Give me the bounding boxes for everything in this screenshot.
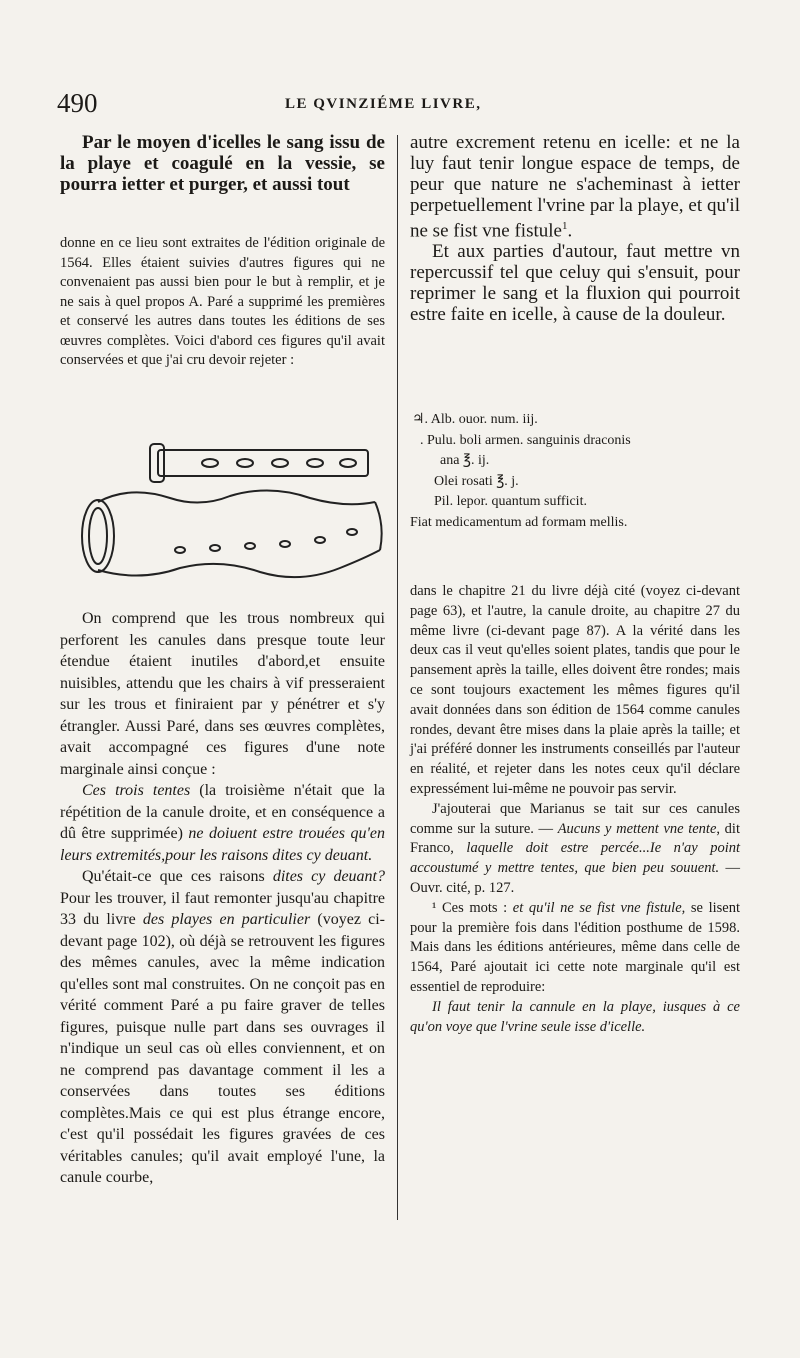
footnote-1: ¹ Ces mots : et qu'il ne se fist vne fistule, se lisent pour la première fois dans l'édition posthume de 1598. Mais dans les éditions antérieures, même dans celle de 1564, Paré ajoutait ici cette note marginale qu'il est essentiel de reproduire: bbox=[410, 899, 741, 995]
right-main-paragraph-1: autre excrement retenu en icelle: et ne la luy faut tenir longue espace de temps, de peur que nature ne s'acheminast à ietter perpetuellement l'vrine par la playe, et qu'il ne se fist vne fistule$^1$. bbox=[410, 132, 740, 242]
straight-cannula-figure bbox=[150, 444, 368, 482]
cannula-figures bbox=[70, 440, 390, 600]
note-quote-marginal: Ces trois tentes (la troisième n'était que la répétition de la canule droite, et en conséquence a dû être supprimée) ne doiuent estre trouées qu'en leurs extremités,pour les raisons dites cy deuant. bbox=[60, 782, 386, 864]
footnote-quote: Il faut tenir la cannule en la playe, iusques à ce qu'on voye que l'vrine seule isse d'icelle. bbox=[410, 998, 740, 1035]
column-divider bbox=[397, 135, 398, 1220]
note-continuation: dans le chapitre 21 du livre déjà cité (voyez ci-devant page 63), et l'autre, la canule droite, au chapitre 27 du même livre (ci-devant page 87). A la vérité dans les deux cas il veut qu'elles soient plates, tandis que pour le pansement après la taille, elles doivent être rondes; mais ce sont toujours exactement les mêmes figures qu'il avait données dans son édition de 1564 comme canules rondes, devant être mises dans la plaie après la taille; et j'ai préféré donner les instruments conseillés par l'auteur en réalité, et rejeter dans les notes ceux qu'il déclare expressément lui-même ne pouvoir pas servir. bbox=[410, 583, 740, 797]
note-paragraph-holes: On comprend que les trous nombreux qui perforent les canules dans presque toute leur étendue étaient inutiles d'abord,et ensuite nuisibles, attendu que les chairs à vif presseraient sur les trous et finiraient par y pénétrer et s'y étrangler. Aussi Paré, dans ses œuvres complètes, avait accompagné ces figures d'une note marginale ainsi conçue : bbox=[60, 610, 385, 778]
note-paragraph-figures: donne en ce lieu sont extraites de l'édition originale de 1564. Elles étaient suivies d'autres figures qui ne convenaient pas aussi bien pour le but à remplir, et je ne sais à quel propos A. Paré a supprimé les premières et conservé les autres dans toutes les éditions de ses œuvres complètes. Voici d'abord ces figures qu'il avait conservées et que j'ai cru devoir rejeter : bbox=[60, 235, 385, 368]
page-number: 490 bbox=[57, 88, 98, 118]
running-title: LE QVINZIÉME LIVRE, bbox=[285, 96, 482, 112]
recipe-line: Pil. lepor. quantum sufficit. bbox=[434, 494, 587, 509]
recipe-line: Fiat medicamentum ad formam mellis. bbox=[410, 514, 628, 530]
right-note-text bbox=[410, 582, 740, 1037]
left-main-text bbox=[60, 132, 385, 195]
recipe-line: . Pulu. boli armen. sanguinis draconis bbox=[420, 432, 631, 448]
note-paragraph-reasons: Qu'était-ce que ces raisons dites cy deuant? Pour les trouver, il faut remonter jusqu'au chapitre 33 du livre des playes en particulier (voyez ci-devant page 102), où déjà se retrouvent les figures des mêmes canules, avec la même indication qu'elles sont mal construites. On ne conçoit pas en vérité comment Paré a pu faire graver de telles figures, puisque nulle part dans ses ouvrages il n'indique un seul cas où elles conviennent, et on ne comprend pas davantage comment il les a conservées dans toutes ses éditions complètes.Mais ce qui est plus étrange encore, c'est qu'il possédait les figures gravées de ces véritables canules; qu'il avait employé l'une, la canule courbe, bbox=[60, 868, 385, 1186]
right-main-text bbox=[410, 132, 740, 325]
recipe-block bbox=[410, 410, 740, 533]
left-main-paragraph: Par le moyen d'icelles le sang issu de la playe et coagulé en la vessie, se pourra ietter et purger, et aussi tout bbox=[60, 132, 385, 195]
recipe-line: Olei rosati ℥. j. bbox=[434, 473, 519, 489]
note-marianus: J'ajouterai que Marianus se tait sur ces canules comme sur la suture. — Aucuns y mettent vne tente, dit Franco, laquelle doit estre percée...Ie n'ay point accoustumé y mettre tentes, que bien peu souuent. — Ouvr. cité, p. 127. bbox=[410, 800, 741, 896]
right-main-paragraph-2: Et aux parties d'autour, faut mettre vn repercussif tel que celuy qui s'ensuit, pour reprimer le sang et la fluxion qui pourroit estre faite en icelle, à cause de la douleur. bbox=[410, 241, 740, 326]
recipe-line: ana ℥. ij. bbox=[440, 453, 490, 468]
recipe-line: ♃. Alb. ouor. num. iij. bbox=[412, 412, 538, 427]
curved-cannula-figure bbox=[82, 490, 382, 577]
left-note-body bbox=[60, 608, 385, 1189]
page-header bbox=[55, 88, 755, 122]
left-note-top bbox=[60, 234, 385, 371]
